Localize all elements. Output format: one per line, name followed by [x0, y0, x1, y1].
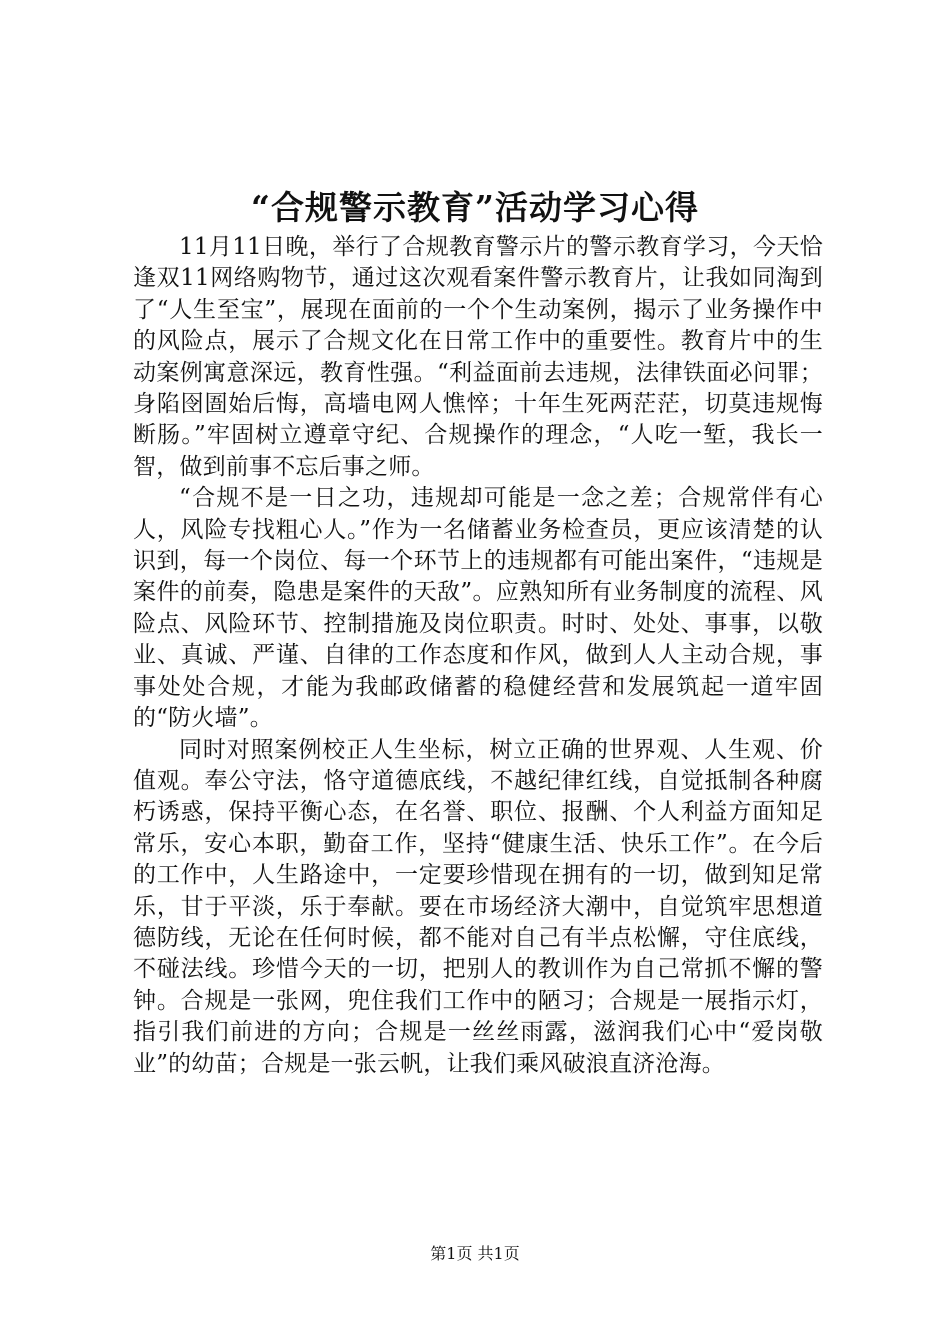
paragraph-3: 同时对照案例校正人生坐标，树立正确的世界观、人生观、价值观。奉公守法，恪守道德底线，不越纪律红线，自觉抵制各种腐朽诱惑，保持平衡心态，在名誉、职位、报酬、个人利益方面知足常乐，安心本职，勤奋工作，坚持“健康生活、快乐工作”。在今后的工作中，人生路途中，一定要珍惜现在拥有的一切，做到知足常乐，甘于平淡，乐于奉献。要在市场经济大潮中，自觉筑牢思想道德防线，无论在任何时候，都不能对自己有半点松懈，守住底线，不碰法线。珍惜今天的一切，把别人的教训作为自己常抓不懈的警钟。合规是一张网，兜住我们工作中的陋习；合规是一展指示灯，指引我们前进的方向；合规是一丝丝雨露，滋润我们心中“爱岗敬业”的幼苗；合规是一张云帆，让我们乘风破浪直济沧海。 [133, 736, 823, 1077]
page-number-footer: 第1页 共1页 [430, 1244, 520, 1263]
page-title: “合规警示教育”活动学习心得 [251, 188, 699, 227]
document-body [133, 232, 823, 1080]
paragraph-2: “合规不是一日之功，违规却可能是一念之差；合规常伴有心人，风险专找粗心人。”作为一名储蓄业务检查员，更应该清楚的认识到，每一个岗位、每一个环节上的违规都有可能出案件，“违规是案件的前奏，隐患是案件的天敌”。应熟知所有业务制度的流程、风险点、风险环节、控制措施及岗位职责。时时、处处、事事，以敬业、真诚、严谨、自律的工作态度和作风，做到人人主动合规，事事处处合规，才能为我邮政储蓄的稳健经营和发展筑起一道牢固的“防火墙”。 [133, 485, 823, 732]
paragraph-1: 11月11日晚，举行了合规教育警示片的警示教育学习，今天恰逢双11网络购物节，通过这次观看案件警示教育片，让我如同淘到了“人生至宝”，展现在面前的一个个生动案例，揭示了业务操作中的风险点，展示了合规文化在日常工作中的重要性。教育片中的生动案例寓意深远，教育性强。“利益面前去违规，法律铁面必问罪；身陷囹圄始后悔，高墙电网人憔悴；十年生死两茫茫，切莫违规悔断肠。”牢固树立遵章守纪、合规操作的理念，“人吃一堑，我长一智，做到前事不忘后事之师。 [133, 234, 823, 480]
